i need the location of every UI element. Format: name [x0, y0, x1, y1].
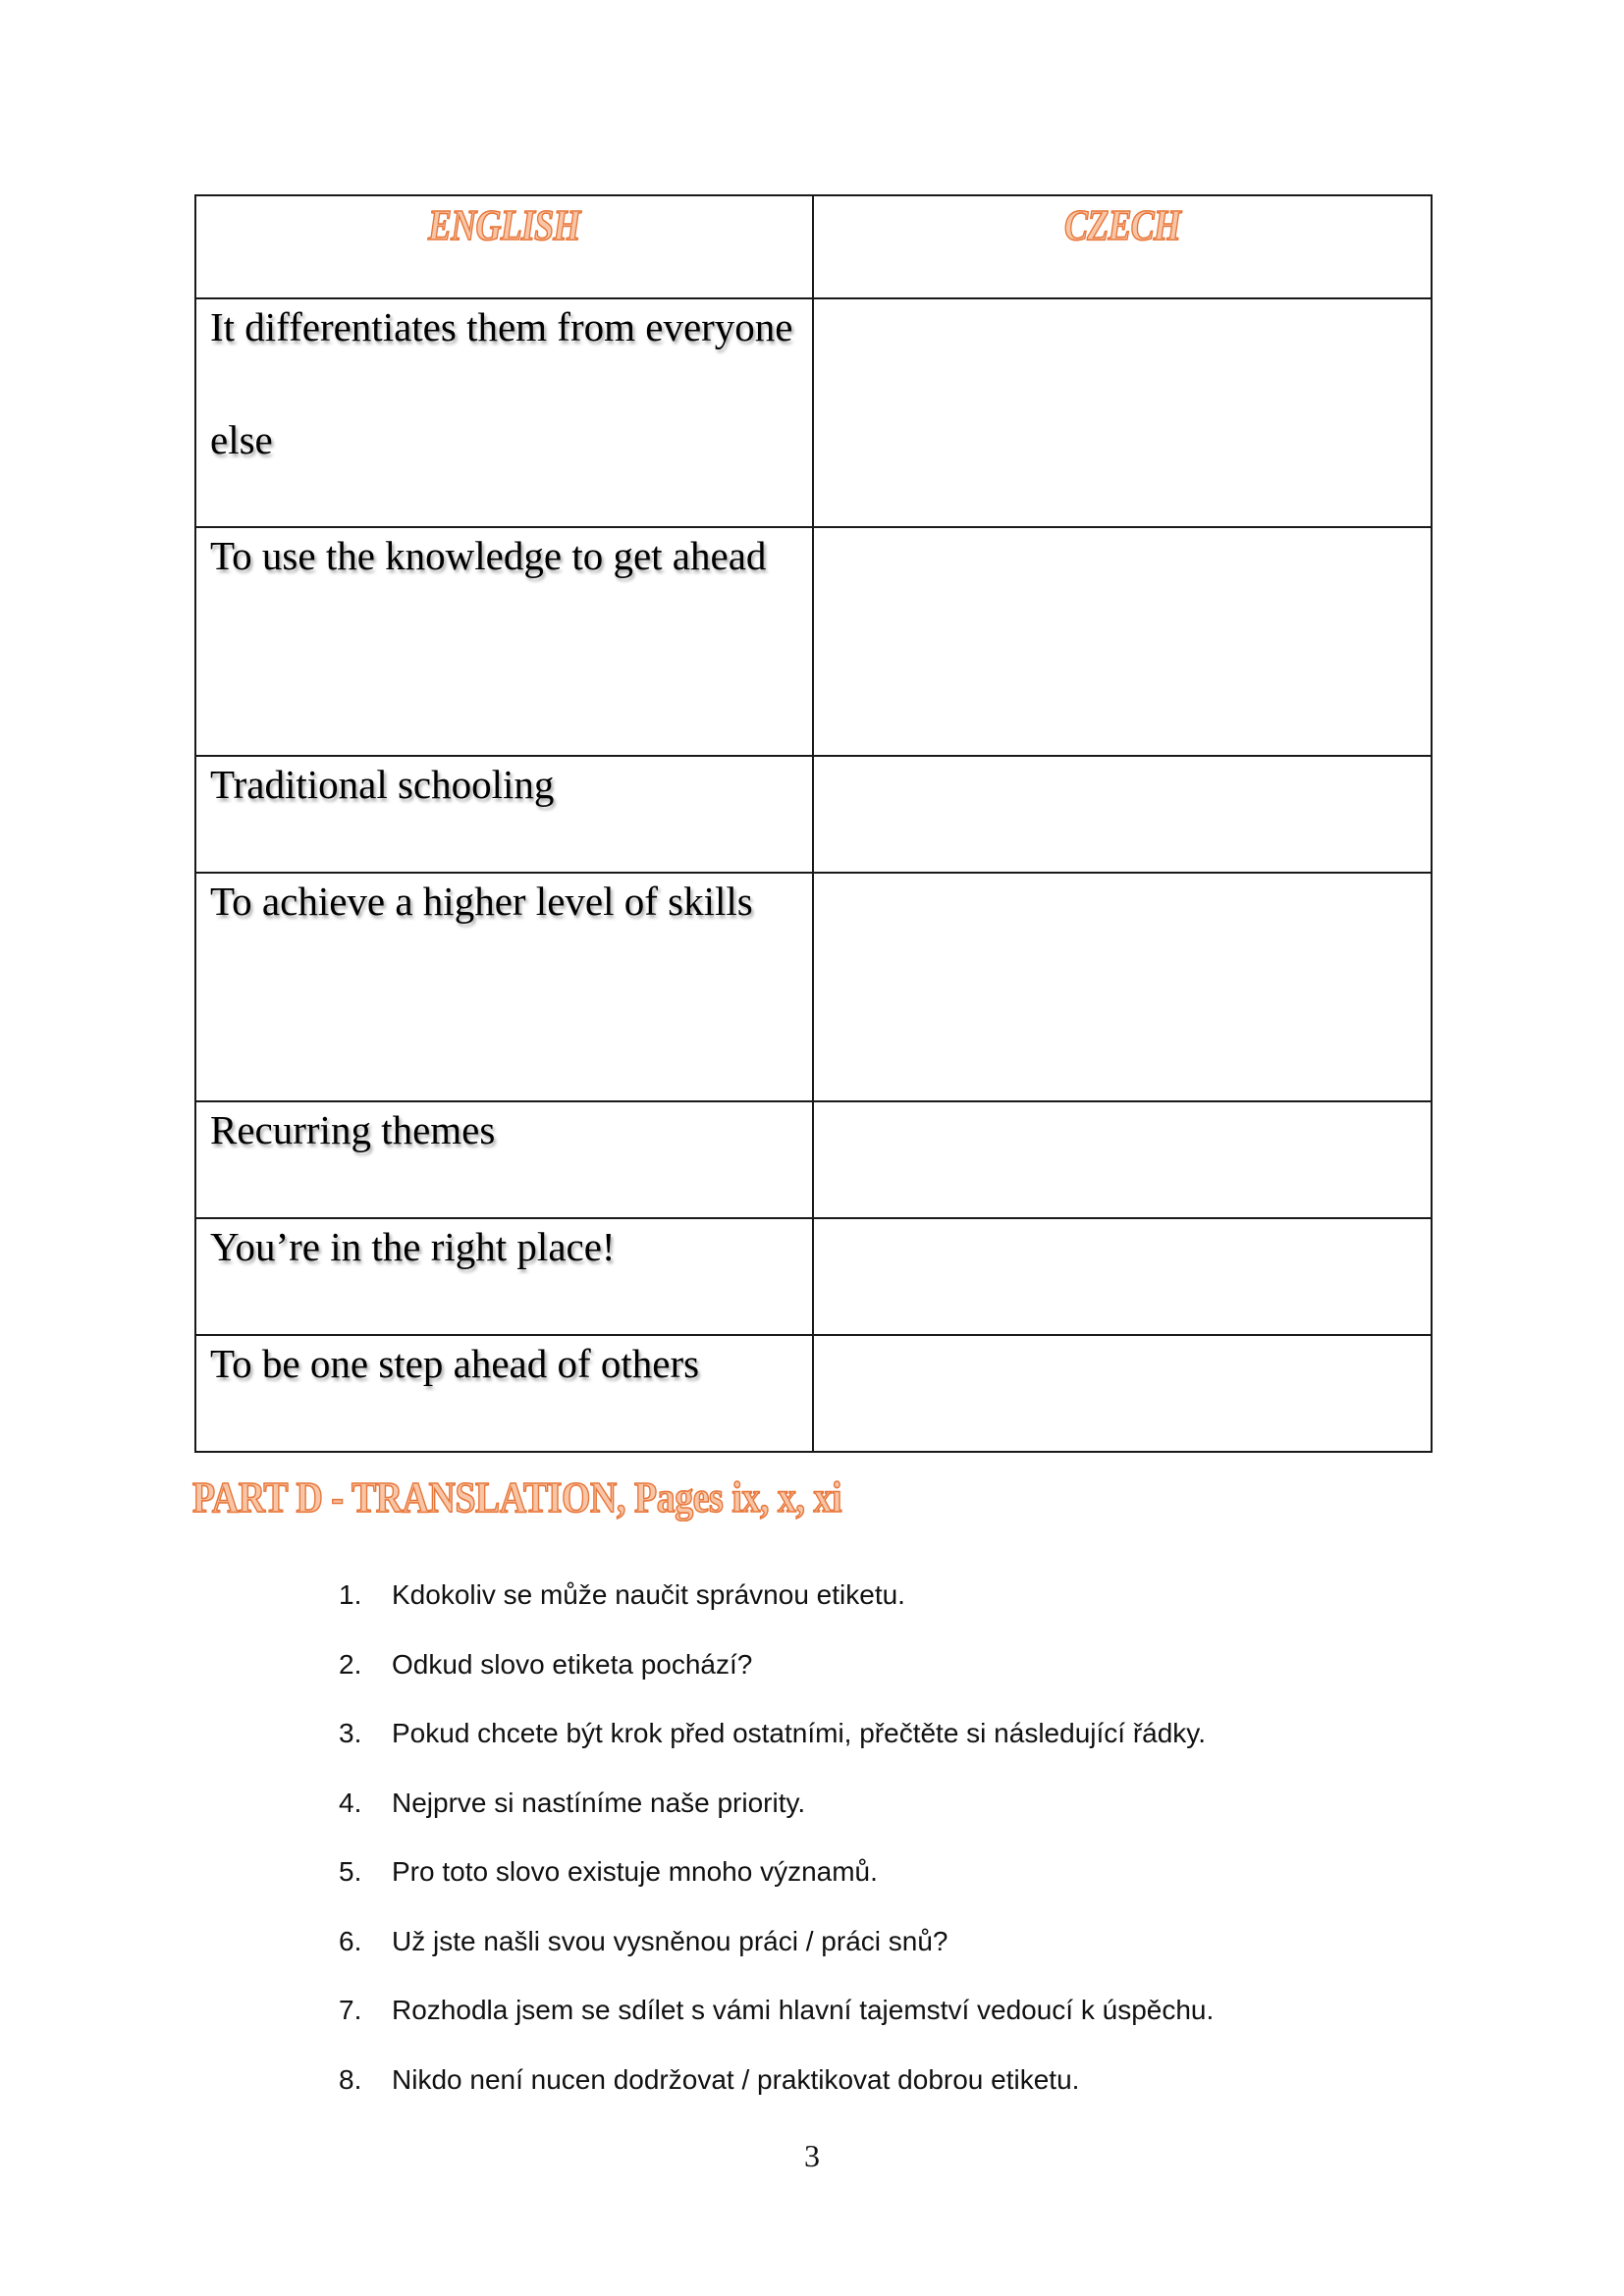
- item-text: Pro toto slovo existuje mnoho významů.: [392, 1856, 878, 1887]
- czech-answer-cell[interactable]: [813, 756, 1432, 873]
- item-text: Kdokoliv se může naučit správnou etiketu.: [392, 1579, 905, 1610]
- item-text: Pokud chcete být krok před ostatními, přečtěte si následující řádky.: [392, 1718, 1206, 1748]
- item-text: Už jste našli svou vysněnou práci / práci snů?: [392, 1925, 948, 1956]
- page-number: 3: [804, 2138, 820, 2173]
- czech-answer-cell[interactable]: [813, 873, 1432, 1101]
- english-phrase: Traditional schooling: [210, 762, 555, 807]
- english-cell: [195, 873, 813, 1101]
- english-phrase: To be one step ahead of others: [210, 1341, 700, 1386]
- czech-answer-cell[interactable]: [813, 1101, 1432, 1218]
- table-row: [195, 1335, 1432, 1452]
- header-czech-label: CZECH: [1063, 201, 1181, 249]
- english-phrase: You’re in the right place!: [210, 1224, 616, 1269]
- vocabulary-table: [194, 194, 1433, 1453]
- table-row: [195, 298, 1432, 527]
- item-number: 3.: [339, 1718, 362, 1748]
- czech-answer-cell[interactable]: [813, 1335, 1432, 1452]
- item-number: 5.: [339, 1856, 362, 1887]
- list-item: [339, 1922, 1214, 1992]
- part-d-heading: PART D - TRANSLATION, Pages ix, x, xi: [192, 1473, 842, 1522]
- item-text: Nikdo není nucen dodržovat / praktikovat dobrou etiketu.: [392, 2063, 1080, 2095]
- list-item: [339, 1575, 1214, 1645]
- english-phrase: To use the knowledge to get ahead: [210, 533, 767, 578]
- list-item: [339, 2060, 1214, 2130]
- list-item: [339, 1852, 1214, 1922]
- item-number: 6.: [339, 1925, 362, 1956]
- item-number: 7.: [339, 1995, 362, 2025]
- english-cell: [195, 1335, 813, 1452]
- english-cell: [195, 298, 813, 527]
- header-english-label: ENGLISH: [428, 201, 580, 249]
- czech-answer-cell[interactable]: [813, 298, 1432, 527]
- english-cell: [195, 527, 813, 756]
- list-item: [339, 1714, 1214, 1784]
- item-number: 2.: [339, 1648, 362, 1680]
- header-czech: [813, 195, 1432, 298]
- item-text: Odkud slovo etiketa pochází?: [392, 1648, 753, 1680]
- list-item: [339, 1991, 1214, 2060]
- english-phrase: To achieve a higher level of skills: [210, 879, 753, 924]
- list-item: [339, 1784, 1214, 1853]
- item-text: Rozhodla jsem se sdílet s vámi hlavní tajemství vedoucí k úspěchu.: [392, 1995, 1215, 2025]
- english-phrase: Recurring themes: [210, 1107, 496, 1152]
- table-row: [195, 527, 1432, 756]
- czech-answer-cell[interactable]: [813, 1218, 1432, 1335]
- item-number: 8.: [339, 2063, 362, 2095]
- list-item: [339, 1645, 1214, 1715]
- item-text: Nejprve si nastíníme naše priority.: [392, 1787, 806, 1818]
- translation-sentence-list: [339, 1575, 1214, 2129]
- english-phrase: It differentiates them from everyone else: [210, 304, 793, 462]
- table-row: [195, 873, 1432, 1101]
- czech-answer-cell[interactable]: [813, 527, 1432, 756]
- item-number: 4.: [339, 1787, 362, 1818]
- item-number: 1.: [339, 1579, 362, 1610]
